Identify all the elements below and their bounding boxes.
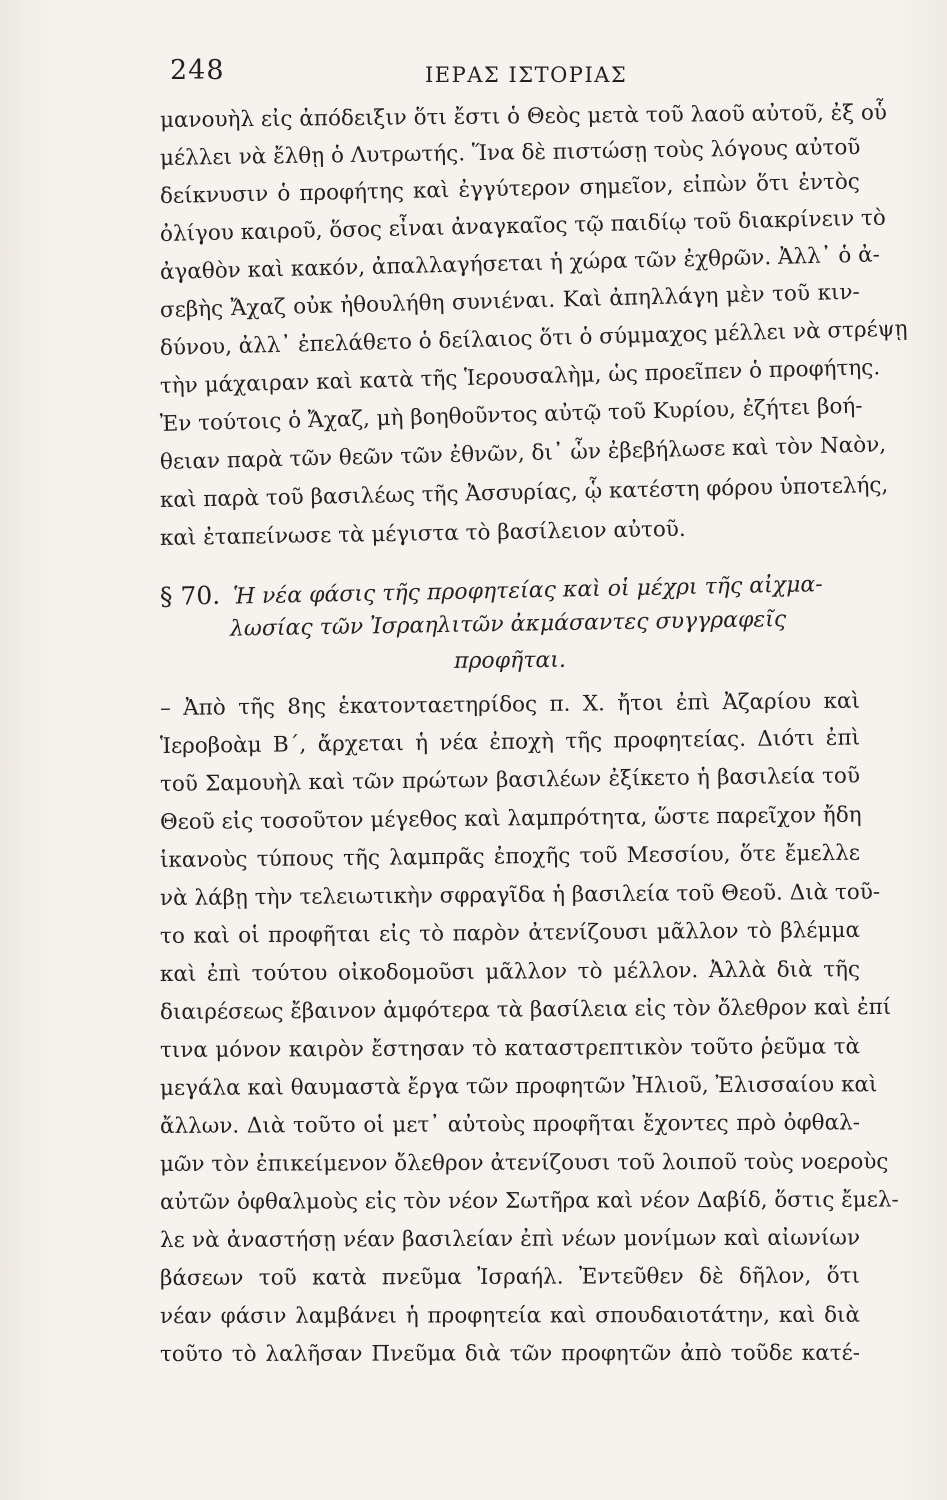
section-title-part-2: λωσίας τῶν Ἰσραηλιτῶν ἀκμάσαντες συγγραφεῖς xyxy=(229,607,787,642)
text-line: καὶ παρὰ τοῦ βασιλέως τῆς Ἀσσυρίας, ᾧ κατέστη φόρου ὑποτελής, xyxy=(159,472,889,513)
text-line: – Ἀπὸ τῆς 8ης ἑκατονταετηρίδος π. Χ. ἤτοι ἐπὶ Ἀζαρίου καὶ xyxy=(159,688,861,721)
section-number: § 70. xyxy=(159,580,221,611)
text-line: δείκνυσιν ὁ προφήτης καὶ ἐγγύτερον σημεῖον, εἰπὼν ὅτι ἐντὸς xyxy=(159,169,861,209)
page-number: 248 xyxy=(170,55,225,86)
text-line: Θεοῦ εἰς τοσοῦτον μέγεθος καὶ λαμπρότητα, ὥστε παρεῖχον ἤδη xyxy=(159,802,862,835)
section-heading xyxy=(159,572,860,682)
text-line: αὐτῶν ὀφθαλμοὺς εἰς τὸν νέον Σωτῆρα καὶ νέον Δαβίδ, ὅστις ἔμελ- xyxy=(159,1187,899,1215)
text-line: μεγάλα καὶ θαυμαστὰ ἔργα τῶν προφητῶν Ἠλιοῦ, Ἐλισσαίου καὶ xyxy=(159,1072,878,1101)
paragraph-2 xyxy=(159,688,899,1374)
text-line: Ἐν τούτοις ὁ Ἄχαζ, μὴ βοηθοῦντος αὐτῷ τοῦ Κυρίου, ἐζήτει βοή- xyxy=(159,393,863,437)
text-line: ὀλίγου καιροῦ, ὅσος εἶναι ἀναγκαῖος τῷ παιδίῳ τοῦ διακρίνειν τὸ xyxy=(159,205,887,247)
paragraph-1 xyxy=(159,100,908,558)
text-line: τινα μόνον καιρὸν ἔστησαν τὸ καταστρεπτικὸν τοῦτο ῥεῦμα τὰ xyxy=(159,1034,861,1063)
running-title: ΙΕΡΑΣ ΙΣΤΟΡΙΑΣ xyxy=(425,63,628,87)
text-line: μῶν τὸν ἐπικείμενον ὄλεθρον ἀτενίζουσι τοῦ λοιποῦ τοὺς νοεροὺς xyxy=(159,1149,889,1177)
text-line: θειαν παρὰ τῶν θεῶν τῶν ἐθνῶν, δι᾽ ὧν ἐβεβήλωσε καὶ τὸν Ναὸν, xyxy=(159,432,887,475)
text-line: σεβὴς Ἄχαζ οὐκ ἠθουλήθη συνιέναι. Καὶ ἀπηλλάγη μὲν τοῦ κιν- xyxy=(159,279,861,323)
text-line: νὰ λάβῃ τὴν τελειωτικὴν σφραγῖδα ἡ βασιλεία τοῦ Θεοῦ. Διὰ τοῦ- xyxy=(159,879,881,911)
text-line: ἀγαθὸν καὶ κακόν, ἀπαλλαγήσεται ἡ χώρα τῶν ἐχθρῶν. Ἀλλ᾽ ὁ ἀ- xyxy=(159,242,881,285)
text-line: ἄλλων. Διὰ τοῦτο οἱ μετ᾽ αὐτοὺς προφῆται ἔχοντες πρὸ ὀφθαλ- xyxy=(159,1110,861,1139)
text-line: ἱκανοὺς τύπους τῆς λαμπρᾶς ἐποχῆς τοῦ Μεσσίου, ὅτε ἔμελλε xyxy=(159,840,861,873)
text-line: καὶ ἐπὶ τούτου οἰκοδομοῦσι μᾶλλον τὸ μέλλον. Ἀλλὰ διὰ τῆς xyxy=(159,957,861,987)
page-header xyxy=(170,55,860,95)
text-line: μανουὴλ εἰς ἀπόδειξιν ὅτι ἔστι ὁ Θεὸς μετὰ τοῦ λαοῦ αὐτοῦ, ἐξ οὗ xyxy=(159,100,888,133)
text-line: το καὶ οἱ προφῆται εἰς τὸ παρὸν ἀτενίζουσι μᾶλλον τὸ βλέμμα xyxy=(159,917,861,949)
text-line: βάσεων τοῦ κατὰ πνεῦμα Ἰσραήλ. Ἐντεῦθεν δὲ δῆλον, ὅτι xyxy=(159,1263,861,1291)
text-line: Ἱεροβοὰμ Β΄, ἄρχεται ἡ νέα ἐποχὴ τῆς προφητείας. Διότι ἐπὶ xyxy=(159,725,861,759)
text-line: τοῦ Σαμουὴλ καὶ τῶν πρώτων βασιλέων ἐξίκετο ἡ βασιλεία τοῦ xyxy=(159,763,861,797)
text-line: νέαν φάσιν λαμβάνει ἡ προφητεία καὶ σπουδαιοτάτην, καὶ διὰ xyxy=(159,1302,861,1329)
text-line: τὴν μάχαιραν καὶ κατὰ τῆς Ἱερουσαλὴμ, ὡς προεῖπεν ὁ προφήτης. xyxy=(159,355,881,399)
text-line: μέλλει νὰ ἔλθῃ ὁ Λυτρωτής. Ἵνα δὲ πιστώσῃ τοὺς λόγους αὐτοῦ xyxy=(159,134,861,171)
text-line: διαιρέσεως ἔβαινον ἀμφότερα τὰ βασίλεια εἰς τὸν ὄλεθρον καὶ ἐπί xyxy=(159,994,892,1025)
section-title-part-3: προφῆται. xyxy=(453,647,567,674)
text-line: λε νὰ ἀναστήσῃ νέαν βασιλείαν ἐπὶ νέων μονίμων καὶ αἰωνίων xyxy=(159,1225,861,1253)
text-line: τοῦτο τὸ λαλῆσαν Πνεῦμα διὰ τῶν προφητῶν ἀπὸ τοῦδε κατέ- xyxy=(159,1340,861,1367)
section-title-part-1: Ἡ νέα φάσις τῆς προφητείας καὶ οἱ μέχρι τῆς αἰχμα- xyxy=(232,572,823,610)
text-line: δύνου, ἀλλ᾽ ἐπελάθετο ὁ δείλαιος ὅτι ὁ σύμμαχος μέλλει νὰ στρέψῃ xyxy=(159,316,908,361)
text-line: καὶ ἐταπείνωσε τὰ μέγιστα τὸ βασίλειον αὐτοῦ. xyxy=(159,516,686,551)
